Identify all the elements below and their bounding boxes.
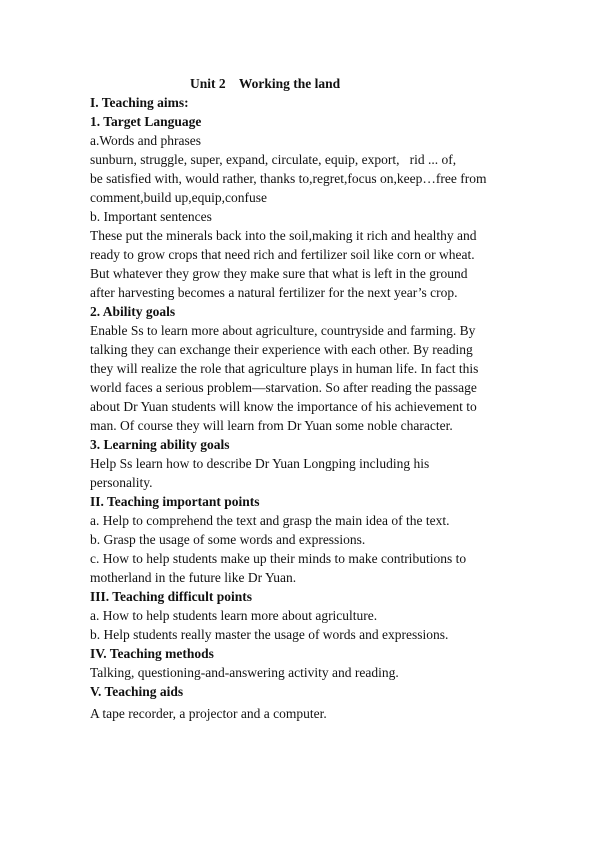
- text-line: about Dr Yuan students will know the importance of his achievement to: [90, 399, 477, 414]
- text-line: b. Help students really master the usage of words and expressions.: [90, 627, 449, 642]
- text-line: after harvesting becomes a natural fertilizer for the next year’s crop.: [90, 285, 458, 300]
- text-line: they will realize the role that agriculture plays in human life. In fact this: [90, 361, 479, 376]
- important-sentences-heading: b. Important sentences: [90, 209, 212, 224]
- section-heading-teaching-aims: I. Teaching aims:: [90, 95, 189, 110]
- text-line: A tape recorder, a projector and a computer.: [90, 706, 327, 721]
- section-heading-important-points: II. Teaching important points: [90, 494, 260, 509]
- text-line: sunburn, struggle, super, expand, circulate, equip, export, rid ... of,: [90, 152, 457, 167]
- text-line: be satisfied with, would rather, thanks to,regret,focus on,keep…free from: [90, 171, 487, 186]
- text-line: motherland in the future like Dr Yuan.: [90, 570, 297, 585]
- text-line: world faces a serious problem—starvation. So after reading the passage: [90, 380, 477, 395]
- text-line: But whatever they grow they make sure that what is left in the ground: [90, 266, 468, 281]
- text-line: a. How to help students learn more about agriculture.: [90, 608, 378, 623]
- section-heading-teaching-aids: V. Teaching aids: [90, 684, 184, 699]
- words-and-phrases-heading: a.Words and phrases: [90, 133, 202, 148]
- text-line: ready to grow crops that need rich and fertilizer soil like corn or wheat.: [90, 247, 475, 262]
- text-line: Enable Ss to learn more about agriculture, countryside and farming. By: [90, 323, 476, 338]
- text-line: b. Grasp the usage of some words and expressions.: [90, 532, 366, 547]
- text-line: talking they can exchange their experience with each other. By reading: [90, 342, 473, 357]
- subsection-heading-ability-goals: 2. Ability goals: [90, 304, 176, 319]
- document-body: [90, 74, 486, 723]
- text-line: a. Help to comprehend the text and grasp the main idea of the text.: [90, 513, 450, 528]
- document-title: Unit 2 Working the land: [190, 76, 341, 91]
- text-line: Talking, questioning-and-answering activity and reading.: [90, 665, 399, 680]
- section-heading-teaching-methods: IV. Teaching methods: [90, 646, 214, 661]
- text-line: These put the minerals back into the soil,making it rich and healthy and: [90, 228, 477, 243]
- subsection-heading-learning-ability-goals: 3. Learning ability goals: [90, 437, 230, 452]
- text-line: personality.: [90, 475, 153, 490]
- text-line: c. How to help students make up their minds to make contributions to: [90, 551, 467, 566]
- text-line: Help Ss learn how to describe Dr Yuan Longping including his: [90, 456, 430, 471]
- subsection-heading-target-language: 1. Target Language: [90, 114, 202, 129]
- text-line: comment,build up,equip,confuse: [90, 190, 267, 205]
- section-heading-difficult-points: III. Teaching difficult points: [90, 589, 253, 604]
- text-line: man. Of course they will learn from Dr Yuan some noble character.: [90, 418, 453, 433]
